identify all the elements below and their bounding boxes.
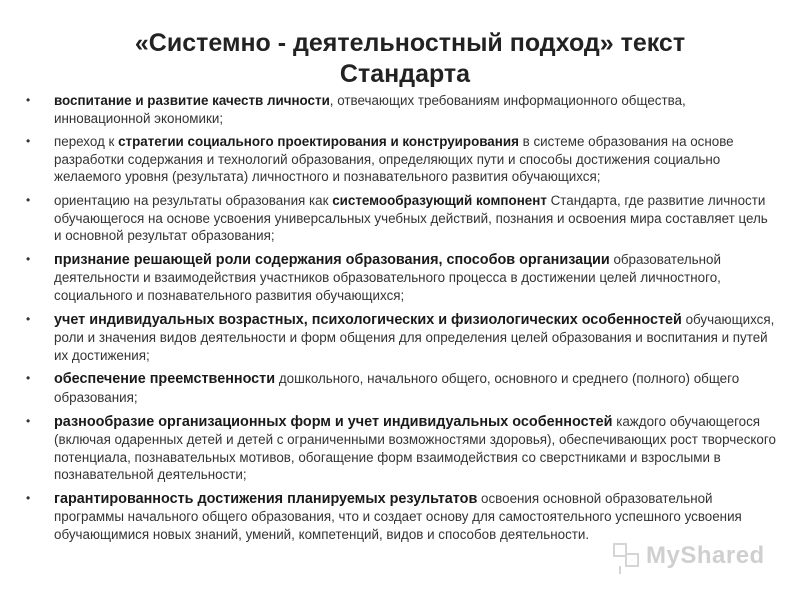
bullet-icon: • bbox=[26, 192, 31, 207]
item-bold-text: системообразующий компонент bbox=[332, 192, 547, 208]
item-bold-text: обеспечение преемственности bbox=[54, 371, 276, 388]
bullet-icon: • bbox=[26, 311, 31, 326]
title-line-1: «Системно - деятельностный подход» текст bbox=[134, 29, 686, 57]
list-item bbox=[26, 192, 776, 245]
list-item bbox=[26, 133, 776, 186]
item-text: в системе образования на основе разработки содержания и технологий образования, определяющих пути и способы достижения социально желаемого уровня (результата) личностного и познавательного развития обучающихся; bbox=[54, 134, 734, 185]
list-item bbox=[26, 413, 776, 484]
bullet-icon: • bbox=[26, 134, 31, 149]
title-line-2: Стандарта bbox=[339, 60, 471, 88]
list-item bbox=[26, 311, 776, 365]
item-bold-text: воспитание и развитие качеств личности bbox=[54, 93, 330, 108]
item-bold-text: разнообразие организационных форм и учет индивидуальных особенностей bbox=[54, 413, 613, 430]
item-text: освоения основной образовательной программы начального общего образования, что и создает основу для самостоятельного успешного усвоения обучающимися новых знаний, умений, компетенций, видов и способов деятельности. bbox=[54, 490, 742, 543]
item-text: образовательной деятельности и взаимодействия участников образовательного процесса в достижении целей личностного, социального и познавательного развития обучающихся; bbox=[54, 251, 721, 303]
list-item bbox=[26, 490, 776, 544]
item-bold-text: гарантированность достижения планируемых результатов bbox=[54, 490, 478, 507]
item-prefix-text: ориентацию на результаты образования как bbox=[54, 192, 333, 208]
item-text: обучающихся, роли и значения видов деятельности и форм общения для определения целей образования и воспитания и путей их достижения; bbox=[54, 311, 775, 363]
item-bold-text: стратегии социального проектирования и конструирования bbox=[118, 134, 519, 150]
bullet-list bbox=[26, 92, 776, 550]
item-prefix-text: переход к bbox=[54, 134, 119, 150]
list-item bbox=[26, 92, 776, 127]
item-text: , отвечающих требованиям информационного общества, инновационной экономики; bbox=[54, 93, 686, 126]
list-item bbox=[26, 370, 776, 406]
list-item bbox=[26, 251, 776, 305]
item-text: дошкольного, начального общего, основного и среднего (полного) общего образования; bbox=[54, 371, 740, 405]
bullet-icon: • bbox=[26, 371, 31, 386]
watermark-text: MyShared bbox=[646, 542, 765, 569]
item-text: каждого обучающегося (включая одаренных детей и детей с ограниченными возможностями здоровья), обеспечивающих рост творческого потенциала, познавательных мотивов, обогащение форм взаимодействия со сверстниками и взрослыми в познавательной деятельности; bbox=[54, 413, 776, 483]
item-text: Стандарта, где развитие личности обучающегося на основе усвоения универсальных учебных действий, познания и освоения мира составляет цель и основной результат образования; bbox=[54, 192, 768, 244]
bullet-icon: • bbox=[26, 251, 31, 266]
item-bold-text: учет индивидуальных возрастных, психологических и физиологических особенностей bbox=[54, 311, 682, 328]
bullet-icon: • bbox=[26, 490, 31, 505]
page-title bbox=[60, 28, 760, 90]
bullet-icon: • bbox=[26, 93, 31, 107]
item-bold-text: признание решающей роли содержания образования, способов организации bbox=[54, 251, 610, 268]
bullet-icon: • bbox=[26, 413, 31, 428]
